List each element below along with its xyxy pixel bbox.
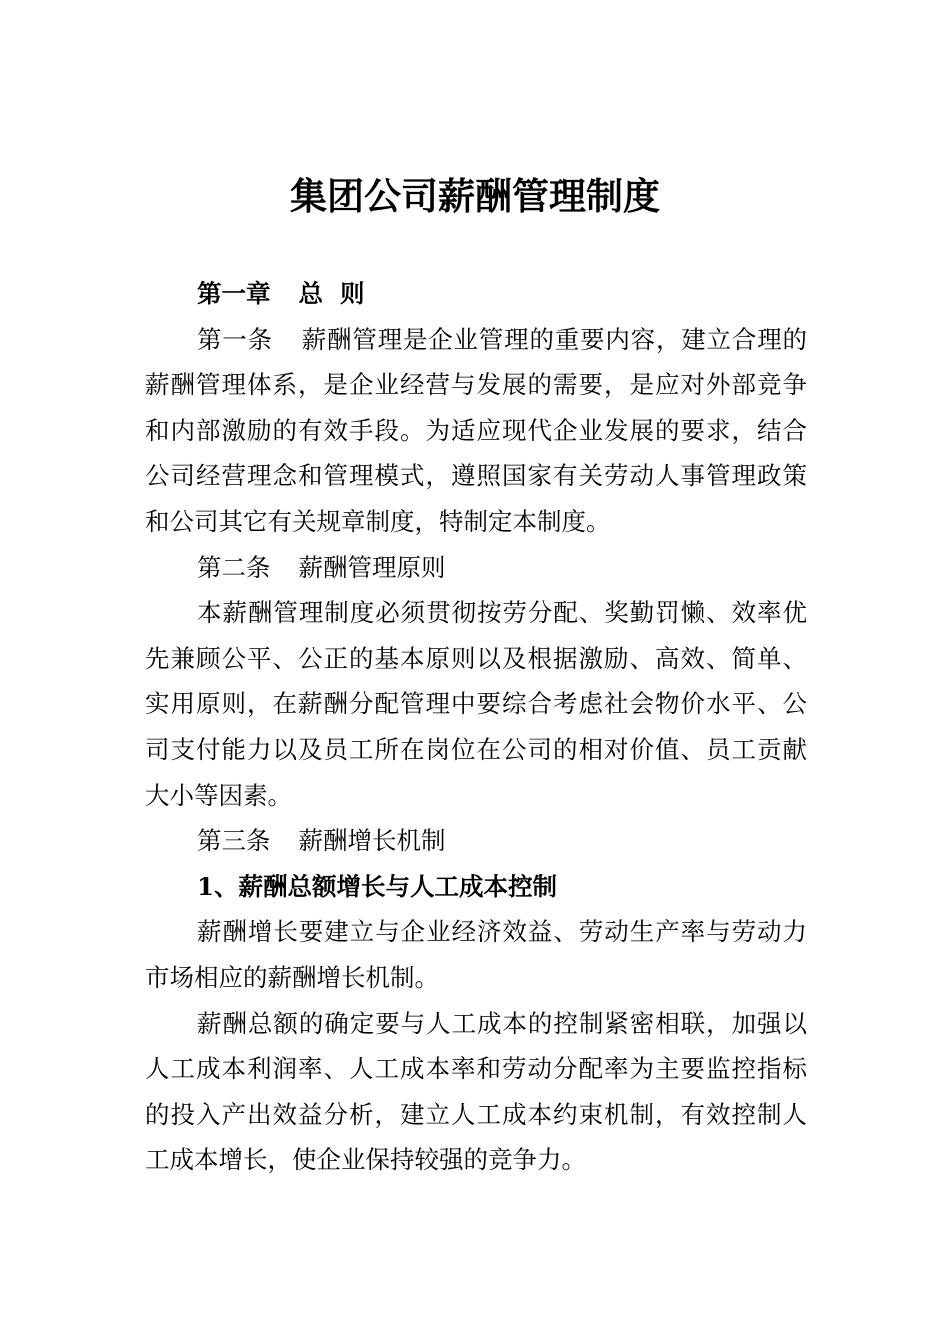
article-1-line-2: 薪酬管理体系，是企业经营与发展的需要，是应对外部竞争 [145, 370, 807, 400]
article-3-para-2-line-2: 人工成本利润率、人工成本率和劳动分配率为主要监控指标 [145, 1054, 807, 1084]
article-3-title: 薪酬增长机制 [298, 826, 446, 856]
article-3-para-2-line-4: 工成本增长，使企业保持较强的竞争力。 [145, 1145, 586, 1175]
article-2-label: 第二条 [197, 552, 271, 582]
article-3-label: 第三条 [197, 826, 271, 856]
article-1-line-3: 和内部激励的有效手段。为适应现代企业发展的要求，结合 [145, 415, 807, 445]
article-2-line-2: 先兼顾公平、公正的基本原则以及根据激励、高效、简单、 [145, 643, 807, 673]
article-3-subheading: 1、薪酬总额增长与人工成本控制 [197, 871, 558, 901]
article-1-label: 第一条 [197, 324, 273, 354]
chapter-label: 第一章 [197, 279, 271, 308]
article-2-line-1: 本薪酬管理制度必须贯彻按劳分配、奖勤罚懒、效率优 [197, 598, 807, 628]
article-2-title: 薪酬管理原则 [298, 552, 446, 582]
article-1-text: 薪酬管理是企业管理的重要内容，建立合理的 [300, 324, 808, 354]
article-3-para-2-line-3: 的投入产出效益分析，建立人工成本约束机制，有效控制人 [145, 1099, 807, 1129]
article-1-line-4: 公司经营理念和管理模式，遵照国家有关劳动人事管理政策 [145, 461, 807, 491]
document-title: 集团公司薪酬管理制度 [290, 174, 660, 218]
article-3-para-1-line-2: 市场相应的薪酬增长机制。 [145, 962, 439, 992]
document-body [145, 271, 807, 1183]
article-3-para-1-line-1: 薪酬增长要建立与企业经济效益、劳动生产率与劳动力 [197, 917, 807, 947]
chapter-heading [145, 271, 807, 317]
article-1-line-1 [145, 317, 807, 363]
article-2-line-4: 司支付能力以及员工所在岗位在公司的相对价值、员工贡献 [145, 734, 807, 764]
article-3-para-2-line-1: 薪酬总额的确定要与人工成本的控制紧密相联，加强以 [197, 1008, 807, 1038]
article-1-line-5: 和公司其它有关规章制度，特制定本制度。 [145, 506, 611, 536]
article-2-line-5: 大小等因素。 [145, 780, 292, 810]
article-3-heading [145, 818, 807, 864]
chapter-name: 总 则 [298, 279, 365, 308]
article-2-heading [145, 545, 807, 591]
article-2-line-3: 实用原则，在薪酬分配管理中要综合考虑社会物价水平、公 [145, 689, 807, 719]
